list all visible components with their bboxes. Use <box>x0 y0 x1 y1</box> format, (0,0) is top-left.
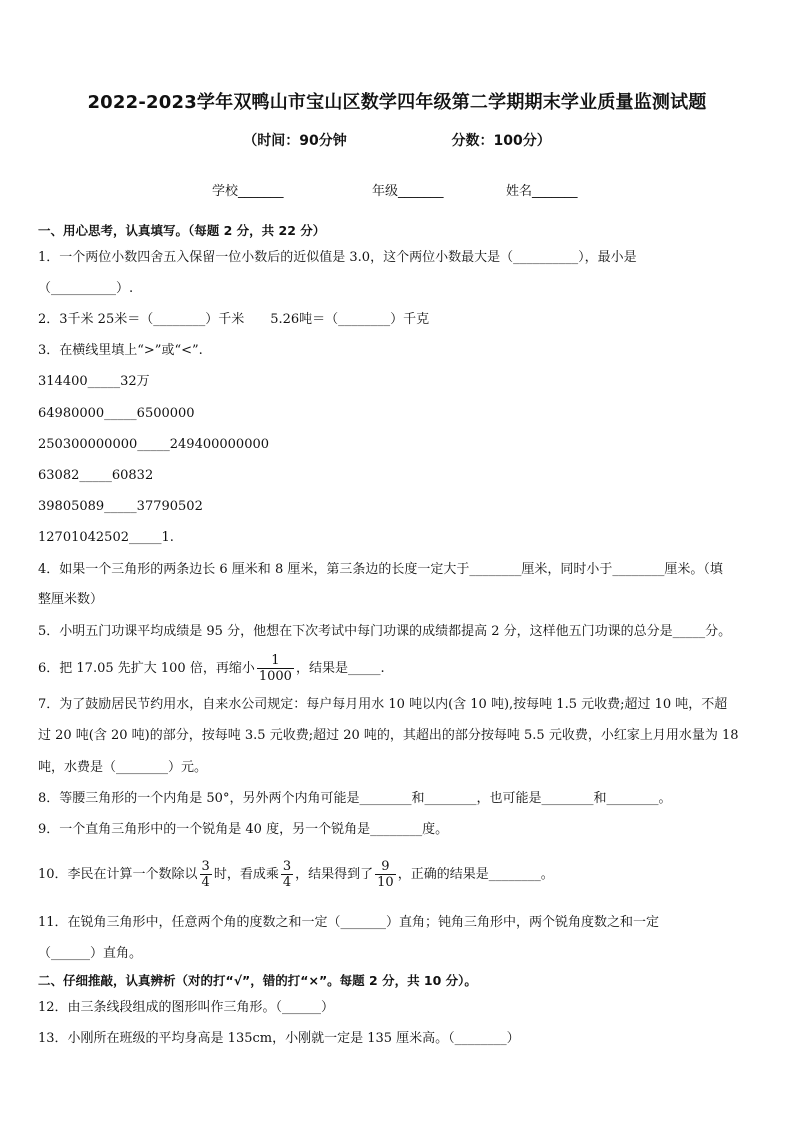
question-11-line-2: （______）直角。 <box>38 946 143 961</box>
fraction: $\frac{9}{10}$ <box>377 859 394 890</box>
question-6 <box>38 652 764 686</box>
question-10 <box>38 852 764 898</box>
question-10-text: 时，看成乘 <box>213 867 279 882</box>
fraction: $\frac{3}{4}$ <box>282 859 292 890</box>
question-8: 8．等腰三角形的一个内角是 50°，另外两个内角可能是________和________，也可能是________和________。 <box>38 791 672 806</box>
question-10-text: ，正确的结果是________。 <box>397 867 554 882</box>
exam-time: （时间：90分钟 <box>243 133 347 149</box>
question-7-line-2: 过 20 吨(含 20 吨)的部分，按每吨 3.5 元收费;超过 20 吨的，其超出的部分按每吨 5.5 元收费，小红家上月用水量为 18 <box>38 728 739 743</box>
question-7-line-1: 7．为了鼓励居民节约用水，自来水公司规定：每户每月用水 10 吨以内(含 10 吨),按每吨 1.5 元收费;超过 10 吨，不超 <box>38 697 728 712</box>
question-3-prompt: 3．在横线里填上“>”或“<”. <box>38 343 203 358</box>
question-3-item: 314400_____32万 <box>38 374 150 389</box>
section-2-heading: 二、仔细推敲，认真辨析（对的打“√”，错的打“×”。每题 2 分，共 10 分）。 <box>38 973 477 988</box>
question-1-line-1: 1．一个两位小数四舍五入保留一位小数后的近似值是 3.0，这个两位小数最大是（__________），最小是 <box>38 250 637 265</box>
question-3-item: 12701042502_____1. <box>38 530 174 545</box>
school-field: 学校_______ <box>212 184 284 199</box>
exam-score: 分数：100分） <box>451 133 551 149</box>
name-field: 姓名_______ <box>506 184 578 199</box>
fraction: $\frac{1}{1000}$ <box>258 653 292 684</box>
question-4-line-1: 4．如果一个三角形的两条边长 6 厘米和 8 厘米，第三条边的长度一定大于________厘米，同时小于________厘米。（填 <box>38 562 723 577</box>
question-3-item: 250300000000_____249400000000 <box>38 437 270 452</box>
grade-field: 年级_______ <box>372 184 444 199</box>
question-13: 13．小刚所在班级的平均身高是 135cm，小刚就一定是 135 厘米高。（________） <box>38 1031 520 1046</box>
question-6-text: 6．把 17.05 先扩大 100 倍，再缩小 <box>38 661 255 676</box>
fraction: $\frac{3}{4}$ <box>201 859 210 890</box>
section-1-heading: 一、用心思考，认真填写。（每题 2 分，共 22 分） <box>38 223 326 238</box>
question-3-item: 63082_____60832 <box>38 468 154 483</box>
question-10-text: 10．李民在计算一个数除以 <box>38 867 198 882</box>
question-6-text-end: ，结果是_____. <box>295 661 385 676</box>
question-10-text: ，结果得到了 <box>295 867 374 882</box>
exam-meta <box>0 130 794 150</box>
question-9: 9．一个直角三角形中的一个锐角是 40 度，另一个锐角是________度。 <box>38 822 449 837</box>
question-1-line-2: （__________）. <box>38 281 134 296</box>
question-5: 5．小明五门功课平均成绩是 95 分，他想在下次考试中每门功课的成绩都提高 2 分，这样他五门功课的总分是_____分。 <box>38 624 732 639</box>
page-title: 2022-2023学年双鸭山市宝山区数学四年级第二学期期末学业质量监测试题 <box>87 92 707 113</box>
question-12: 12．由三条线段组成的图形叫作三角形。（______） <box>38 1000 335 1015</box>
question-2: 2．3千米 25米＝（________）千米 5.26吨＝（________）千克 <box>38 312 430 327</box>
question-4-line-2: 整厘米数） <box>38 592 104 607</box>
question-3-item: 39805089_____37790502 <box>38 499 203 514</box>
question-3-item: 64980000_____6500000 <box>38 406 195 421</box>
question-7-line-3: 吨，水费是（________）元。 <box>38 760 208 775</box>
question-11-line-1: 11．在锐角三角形中，任意两个角的度数之和一定（_______）直角；钝角三角形中，两个锐角度数之和一定 <box>38 915 660 930</box>
